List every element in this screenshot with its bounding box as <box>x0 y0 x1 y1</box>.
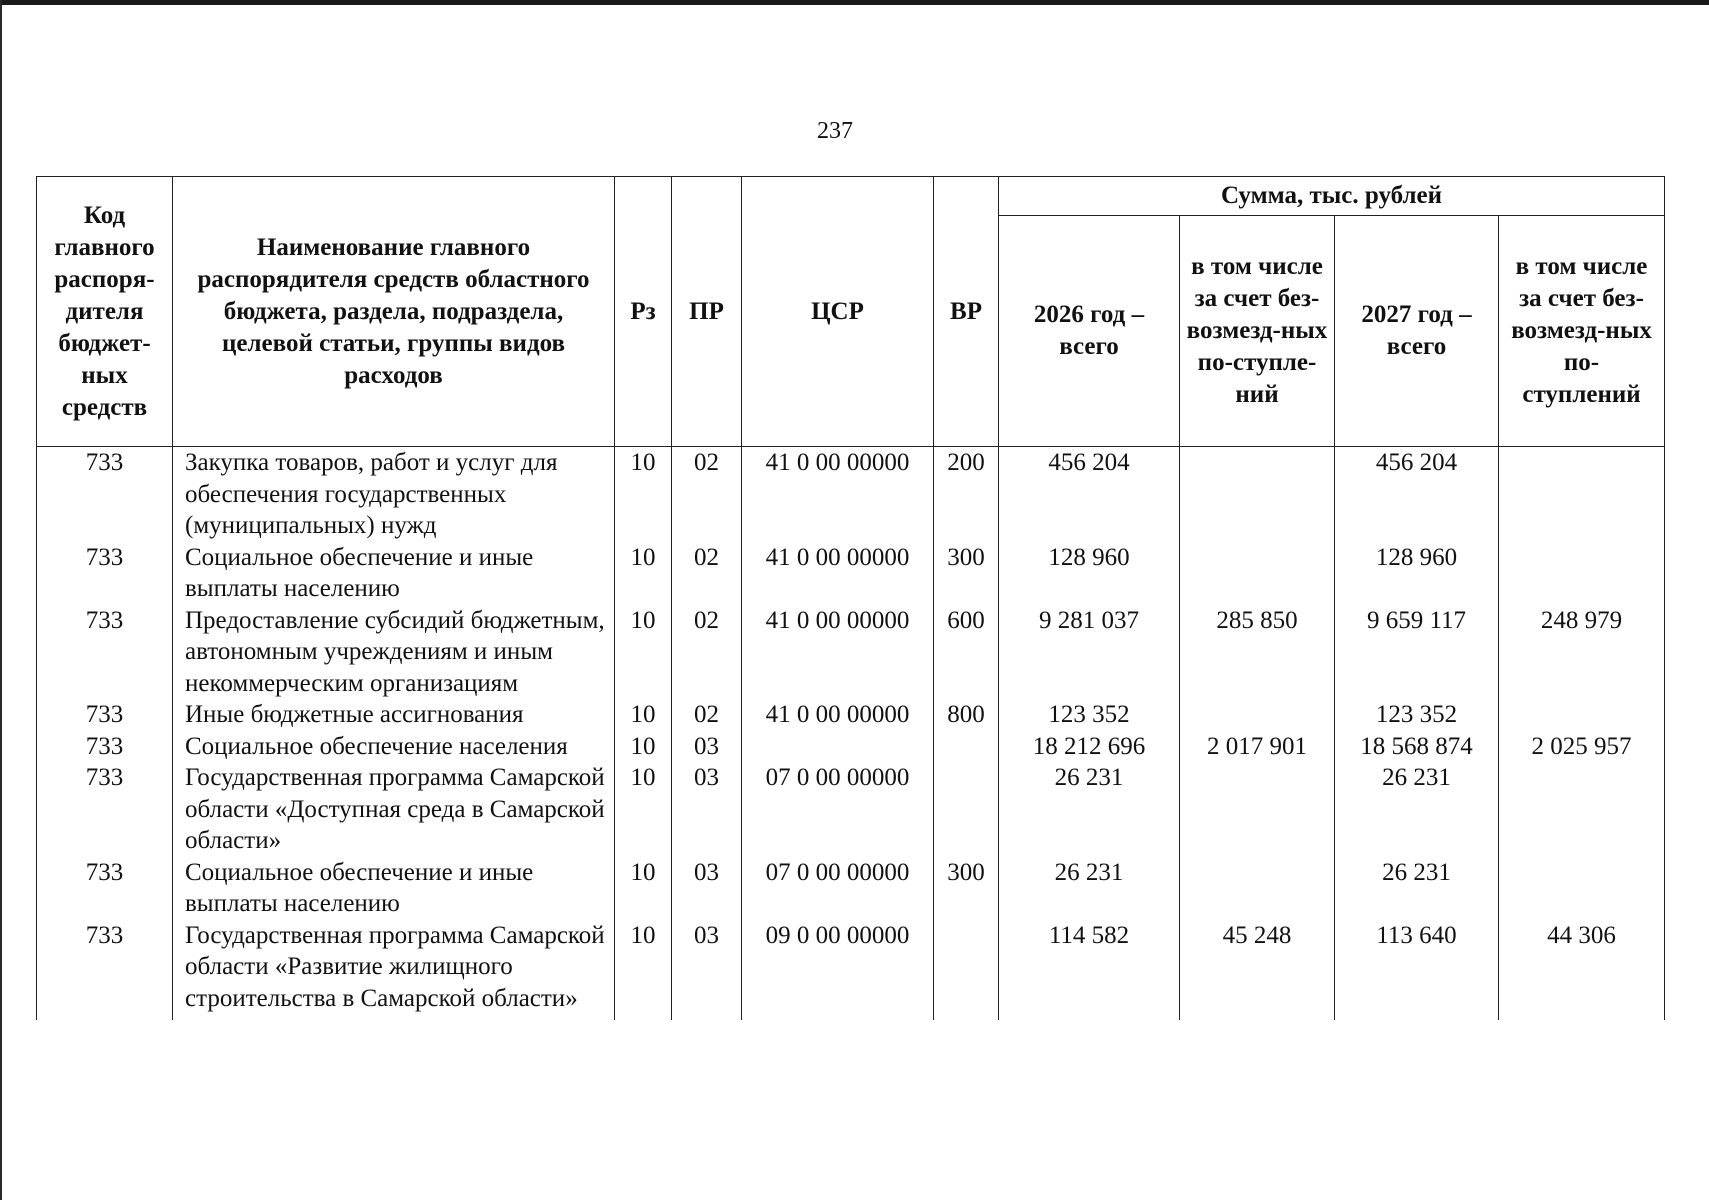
cell-2027-total: 113 640 <box>1335 920 1499 1021</box>
scan-left-border <box>0 0 2 1200</box>
cell-2027-total: 456 204 <box>1335 447 1499 542</box>
cell-name: Государственная программа Самарской области «Доступная среда в Самарской области» <box>173 762 615 857</box>
cell-csr: 07 0 00 00000 <box>742 857 934 920</box>
table-row <box>37 920 1665 1021</box>
header-sum: Сумма, тыс. рублей <box>999 177 1665 216</box>
budget-table <box>36 176 1665 1020</box>
cell-2027-grants <box>1499 542 1665 605</box>
table-row <box>37 857 1665 920</box>
cell-csr: 09 0 00 00000 <box>742 920 934 1021</box>
cell-rz: 10 <box>615 447 672 542</box>
cell-rz: 10 <box>615 857 672 920</box>
header-rz: Рз <box>615 177 672 447</box>
page-number: 237 <box>817 118 853 144</box>
cell-csr: 07 0 00 00000 <box>742 762 934 857</box>
cell-2026-grants <box>1180 762 1335 857</box>
cell-2026-total: 123 352 <box>999 699 1180 731</box>
table-row <box>37 447 1665 542</box>
header-vr: ВР <box>934 177 999 447</box>
cell-rz: 10 <box>615 920 672 1021</box>
cell-2027-total: 26 231 <box>1335 762 1499 857</box>
cell-name: Социальное обеспечение и иные выплаты населению <box>173 857 615 920</box>
cell-2027-grants: 248 979 <box>1499 605 1665 700</box>
cell-2026-total: 9 281 037 <box>999 605 1180 700</box>
cell-code: 733 <box>37 731 173 763</box>
cell-vr: 300 <box>934 542 999 605</box>
cell-vr: 300 <box>934 857 999 920</box>
cell-csr <box>742 731 934 763</box>
cell-pr: 02 <box>672 699 742 731</box>
cell-pr: 03 <box>672 731 742 763</box>
cell-pr: 02 <box>672 447 742 542</box>
cell-2026-total: 18 212 696 <box>999 731 1180 763</box>
cell-vr: 800 <box>934 699 999 731</box>
table-row <box>37 605 1665 700</box>
cell-2027-total: 18 568 874 <box>1335 731 1499 763</box>
table-row <box>37 731 1665 763</box>
cell-vr <box>934 731 999 763</box>
cell-code: 733 <box>37 605 173 700</box>
cell-2027-total: 26 231 <box>1335 857 1499 920</box>
header-2027-grants: в том числе за счет без-возмезд-ных по-ступлений <box>1499 216 1665 447</box>
cell-vr <box>934 762 999 857</box>
header-csr: ЦСР <box>742 177 934 447</box>
cell-pr: 03 <box>672 857 742 920</box>
cell-2027-total: 128 960 <box>1335 542 1499 605</box>
cell-pr: 02 <box>672 542 742 605</box>
cell-vr <box>934 920 999 1021</box>
header-name: Наименование главного распорядителя средств областного бюджета, раздела, подраздела, целевой статьи, группы видов расходов <box>173 177 615 447</box>
cell-2026-total: 26 231 <box>999 762 1180 857</box>
cell-2027-grants: 44 306 <box>1499 920 1665 1021</box>
cell-name: Государственная программа Самарской области «Развитие жилищного строительства в Самарской области» <box>173 920 615 1021</box>
cell-2027-total: 9 659 117 <box>1335 605 1499 700</box>
table-row <box>37 762 1665 857</box>
table-header <box>37 177 1665 447</box>
cell-2026-grants <box>1180 857 1335 920</box>
cell-name: Иные бюджетные ассигнования <box>173 699 615 731</box>
cell-code: 733 <box>37 857 173 920</box>
cell-2026-total: 128 960 <box>999 542 1180 605</box>
header-2026-grants: в том числе за счет без-возмезд-ных по-ступле-ний <box>1180 216 1335 447</box>
cell-rz: 10 <box>615 542 672 605</box>
cell-2027-grants <box>1499 699 1665 731</box>
cell-2026-total: 114 582 <box>999 920 1180 1021</box>
cell-rz: 10 <box>615 762 672 857</box>
cell-vr: 200 <box>934 447 999 542</box>
cell-2027-grants: 2 025 957 <box>1499 731 1665 763</box>
cell-2026-grants: 2 017 901 <box>1180 731 1335 763</box>
header-pr: ПР <box>672 177 742 447</box>
table-row <box>37 699 1665 731</box>
scan-top-border <box>0 0 1709 5</box>
cell-csr: 41 0 00 00000 <box>742 605 934 700</box>
cell-vr: 600 <box>934 605 999 700</box>
cell-code: 733 <box>37 762 173 857</box>
header-2026-total: 2026 год – всего <box>999 216 1180 447</box>
cell-2027-grants <box>1499 447 1665 542</box>
table-row <box>37 542 1665 605</box>
cell-name: Социальное обеспечение и иные выплаты населению <box>173 542 615 605</box>
cell-code: 733 <box>37 699 173 731</box>
cell-pr: 02 <box>672 605 742 700</box>
cell-name: Предоставление субсидий бюджетным, автономным учреждениям и иным некоммерческим организациям <box>173 605 615 700</box>
cell-2026-total: 26 231 <box>999 857 1180 920</box>
cell-name: Социальное обеспечение населения <box>173 731 615 763</box>
header-code: Код главного распоря-дителя бюджет-ных средств <box>37 177 173 447</box>
cell-2026-grants: 45 248 <box>1180 920 1335 1021</box>
cell-code: 733 <box>37 542 173 605</box>
header-2027-total: 2027 год – всего <box>1335 216 1499 447</box>
cell-2026-grants: 285 850 <box>1180 605 1335 700</box>
cell-pr: 03 <box>672 920 742 1021</box>
cell-2027-total: 123 352 <box>1335 699 1499 731</box>
table-body <box>37 447 1665 1021</box>
cell-2026-grants <box>1180 542 1335 605</box>
cell-csr: 41 0 00 00000 <box>742 447 934 542</box>
cell-2026-grants <box>1180 699 1335 731</box>
cell-code: 733 <box>37 447 173 542</box>
cell-code: 733 <box>37 920 173 1021</box>
cell-2026-total: 456 204 <box>999 447 1180 542</box>
cell-rz: 10 <box>615 699 672 731</box>
cell-rz: 10 <box>615 605 672 700</box>
cell-rz: 10 <box>615 731 672 763</box>
cell-csr: 41 0 00 00000 <box>742 542 934 605</box>
cell-2027-grants <box>1499 762 1665 857</box>
cell-name: Закупка товаров, работ и услуг для обеспечения государственных (муниципальных) нужд <box>173 447 615 542</box>
cell-2027-grants <box>1499 857 1665 920</box>
cell-2026-grants <box>1180 447 1335 542</box>
cell-csr: 41 0 00 00000 <box>742 699 934 731</box>
cell-pr: 03 <box>672 762 742 857</box>
